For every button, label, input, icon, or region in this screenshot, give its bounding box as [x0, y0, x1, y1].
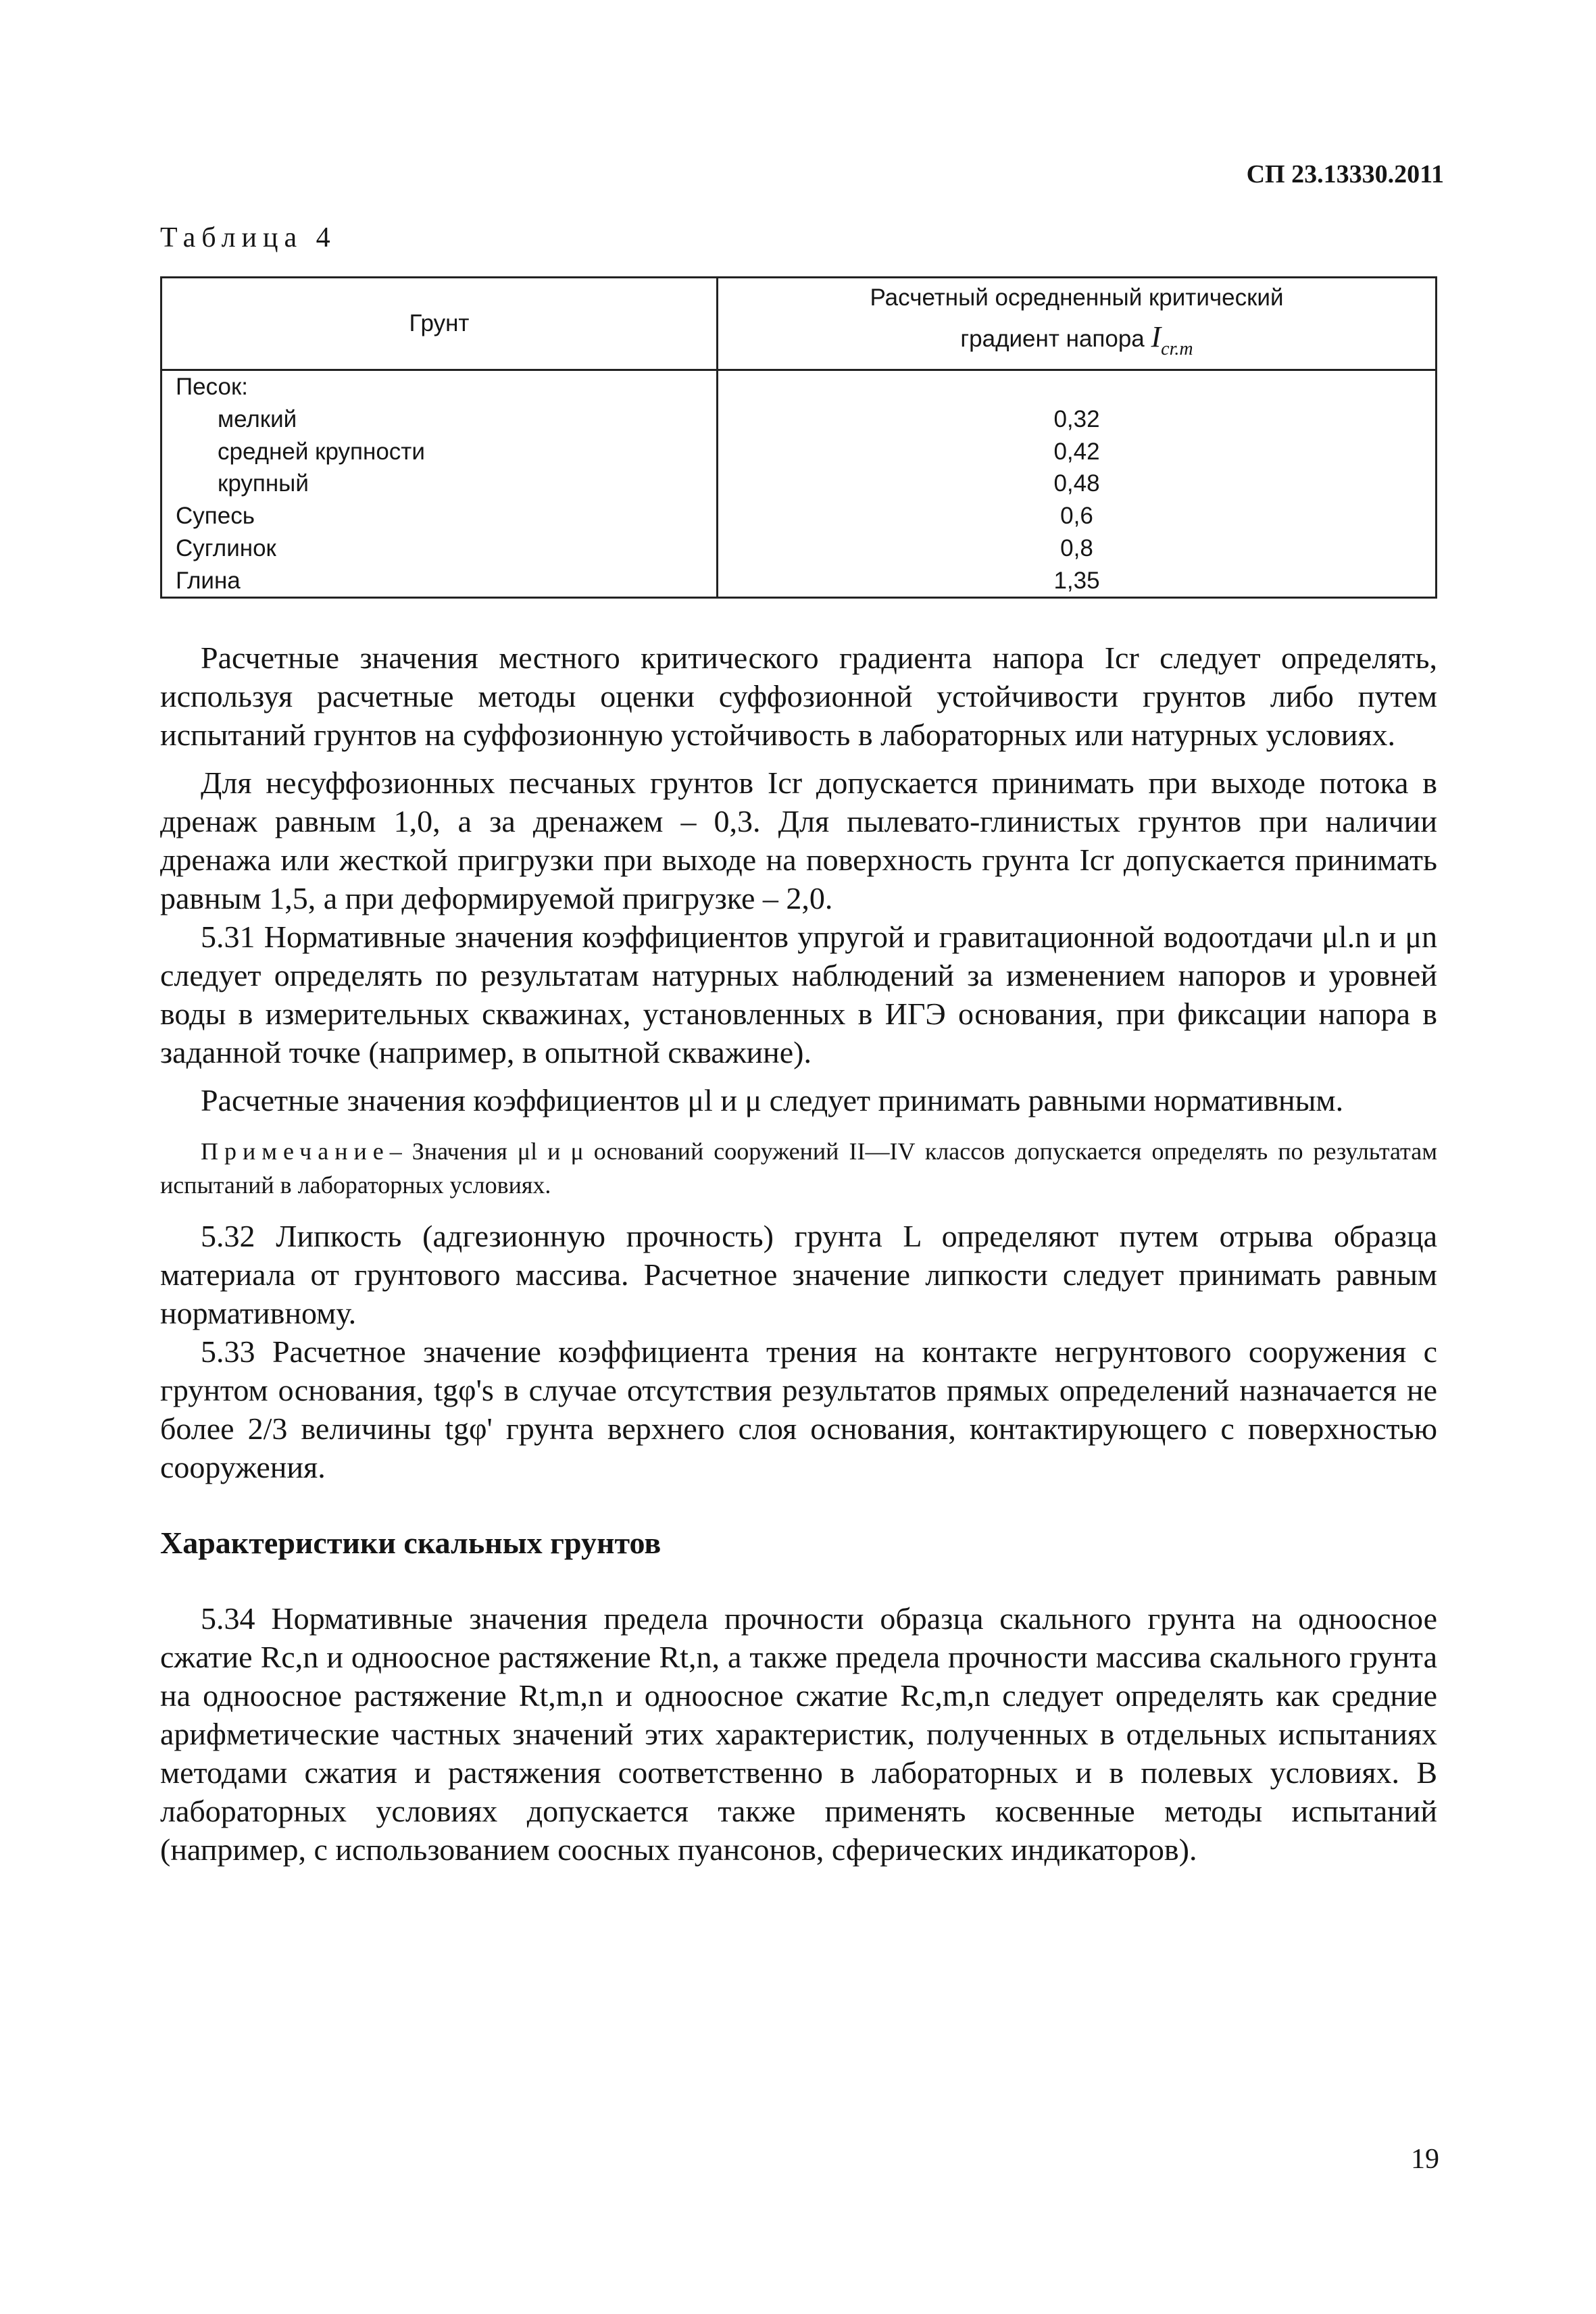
- column-header-gradient-line2: [718, 318, 1435, 369]
- paragraph-5-31: 5.31 Нормативные значения коэффициентов упругой и гравитационной водоотдачи μl.n и μn следует определять по результатам натурных наблюдений за изменением напоров и уровней воды в измерительных скважинах, установленных в ИГЭ основания, при фиксации напора в заданной точке (например, в опытной скважине).: [160, 920, 1437, 1070]
- table-row: [161, 532, 1437, 565]
- column-header-gradient: [718, 278, 1437, 370]
- paragraph-local-gradient: Расчетные значения местного критического градиента напора Icr следует определять, используя расчетные методы оценки суффозионной устойчивости грунтов либо путем испытаний грунтов на суффозионную устойчивость в лабораторных или натурных условиях.: [160, 640, 1437, 752]
- soil-name: крупный: [161, 468, 718, 500]
- section-heading: Характеристики скальных грунтов: [160, 1526, 662, 1560]
- soil-name: Супесь: [161, 500, 718, 532]
- document-code: СП 23.13330.2011: [1246, 160, 1444, 188]
- note: [160, 1134, 1437, 1202]
- gradient-value: 1,35: [718, 564, 1437, 597]
- soil-name: Глина: [161, 564, 718, 597]
- page-number: 19: [1411, 2144, 1439, 2175]
- gradient-value: 0,48: [718, 468, 1437, 500]
- table-caption: Таблица 4: [160, 222, 336, 253]
- soil-name: Песок:: [161, 370, 718, 403]
- table-row: [161, 500, 1437, 532]
- gradient-symbol: [1151, 320, 1193, 359]
- gradient-symbol-subscript: cr.m: [1161, 338, 1193, 359]
- gradient-value: 0,42: [718, 435, 1437, 468]
- note-label: Примечание: [201, 1138, 390, 1165]
- critical-gradient-table: [160, 276, 1437, 599]
- note-text: – Значения μl и μ оснований сооружений II—IV классов допускается определять по результатам испытаний в лабораторных условиях.: [160, 1138, 1437, 1199]
- table-row: [161, 564, 1437, 597]
- gradient-symbol-letter: I: [1151, 320, 1162, 353]
- gradient-label: градиент напора: [960, 326, 1145, 352]
- table-row: [161, 468, 1437, 500]
- gradient-value: 0,8: [718, 532, 1437, 565]
- table-row: [161, 403, 1437, 436]
- soil-name: мелкий: [161, 403, 718, 436]
- table-row: [161, 435, 1437, 468]
- paragraph-5-34: 5.34 Нормативные значения предела прочности образца скального грунта на одноосное сжатие Rc,n и одноосное растяжение Rt,n, а также предела прочности массива скального грунта на одноосное растяжение Rt,m,n и одноосное сжатие Rc,m,n следует определять как средние арифметические частных значений этих характеристик, полученных в отдельных испытаниях методами сжатия и растяжения соответственно в лабораторных и в полевых условиях. В лабораторных условиях допускается также применять косвенные методы испытаний (например, с использованием соосных пуансонов, сферических индикаторов).: [160, 1601, 1437, 1867]
- paragraph-5-32: 5.32 Липкость (адгезионную прочность) грунта L определяют путем отрыва образца материала от грунтового массива. Расчетное значение липкости следует принимать равным нормативному.: [160, 1219, 1437, 1330]
- paragraph-design-values: Расчетные значения коэффициентов μl и μ следует принимать равными нормативным.: [201, 1083, 1344, 1117]
- soil-name: Суглинок: [161, 532, 718, 565]
- paragraph-5-33: 5.33 Расчетное значение коэффициента трения на контакте негрунтового сооружения с грунтом основания, tgφ's в случае отсутствия результатов прямых определений назначается не более 2/3 величины tgφ' грунта верхнего слоя основания, контактирующего с поверхностью сооружения.: [160, 1334, 1437, 1484]
- column-header-soil: Грунт: [161, 278, 718, 370]
- gradient-value: [718, 370, 1437, 403]
- soil-name: средней крупности: [161, 435, 718, 468]
- gradient-value: 0,32: [718, 403, 1437, 436]
- gradient-value: 0,6: [718, 500, 1437, 532]
- column-header-gradient-line1: Расчетный осредненный критический: [870, 284, 1284, 311]
- table-row: [161, 370, 1437, 403]
- paragraph-non-suffusion-soils: Для несуффозионных песчаных грунтов Icr допускается принимать при выходе потока в дренаж равным 1,0, а за дренажем – 0,3. Для пылевато-глинистых грунтов при наличии дренажа или жесткой пригрузки при выходе на поверхность грунта Icr допускается принимать равным 1,5, а при деформируемой пригрузке – 2,0.: [160, 765, 1437, 915]
- body-text: [160, 638, 1437, 1869]
